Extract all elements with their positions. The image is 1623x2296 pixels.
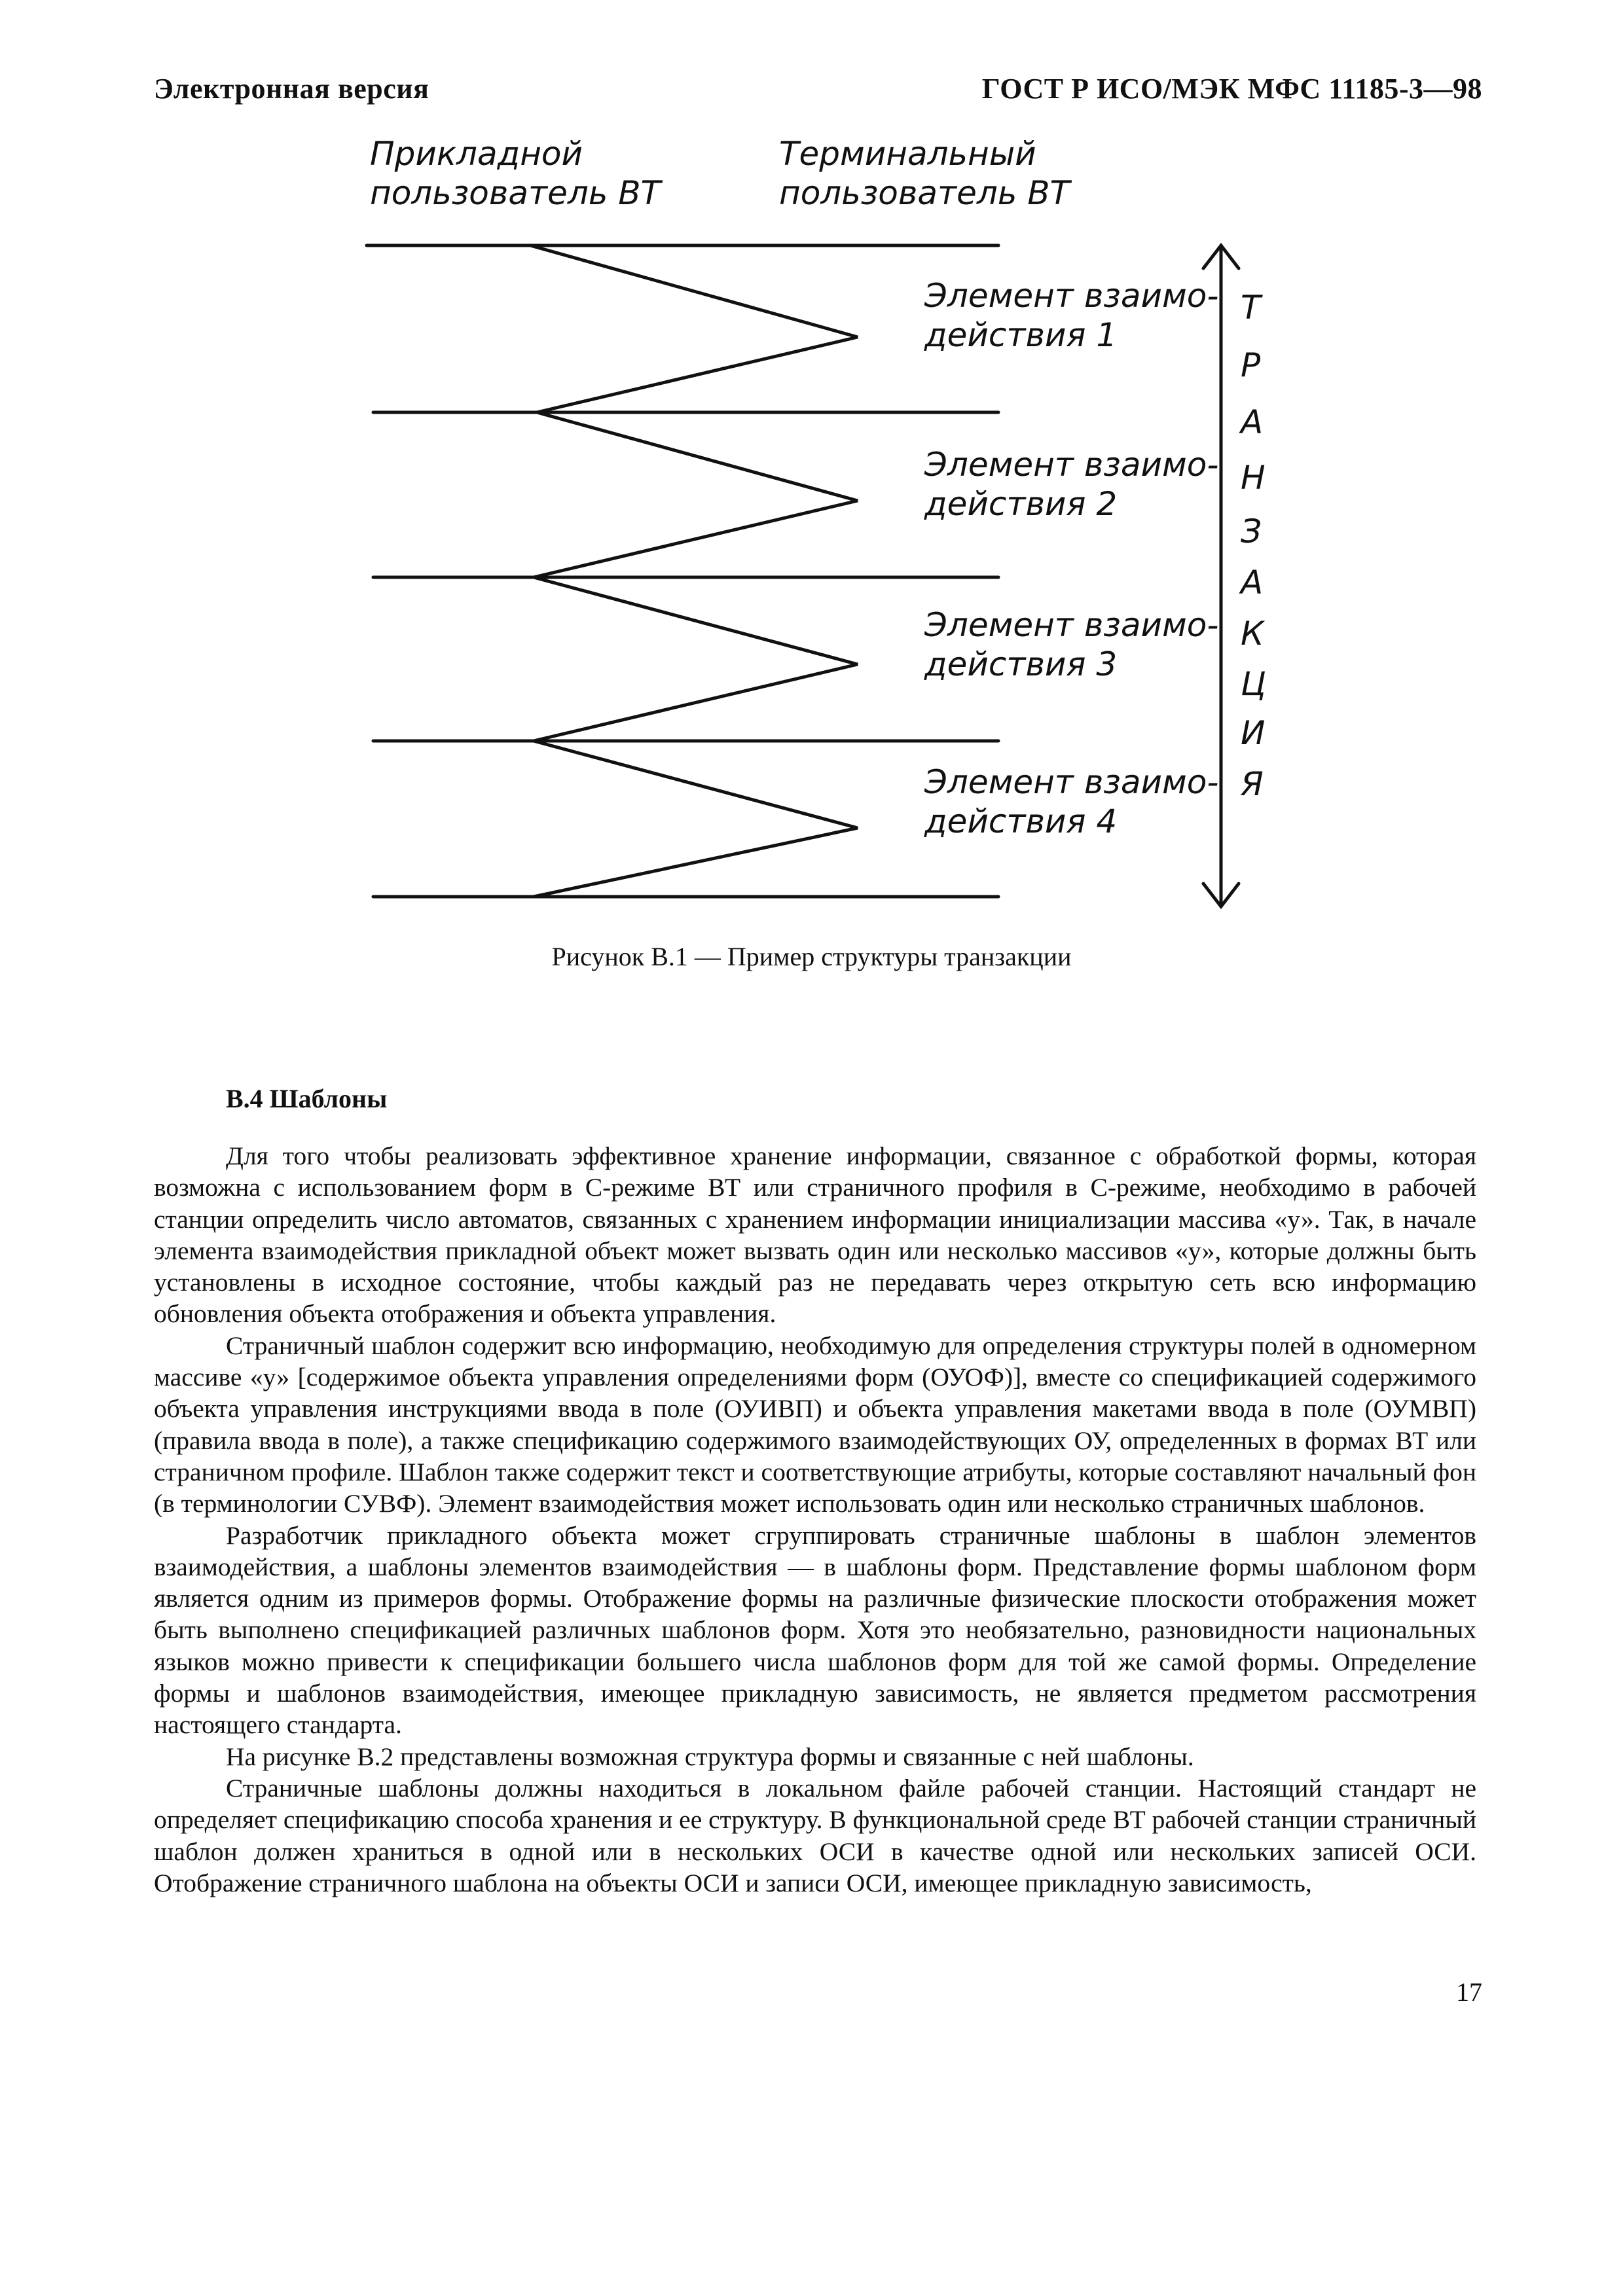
running-header-left: Электронная версия [154, 73, 429, 105]
page-number: 17 [1456, 1977, 1482, 2007]
transaction-letter: А [1241, 564, 1264, 601]
running-header-right: ГОСТ Р ИСО/МЭК МФС 11185-3—98 [981, 73, 1482, 105]
transaction-letter: Н [1241, 459, 1266, 497]
transaction-letter: Т [1241, 289, 1261, 327]
transaction-letter: Р [1241, 346, 1261, 384]
figure-caption: Рисунок В.1 — Пример структуры транзакции [551, 942, 1072, 971]
transaction-letter: Ц [1241, 665, 1266, 703]
element-4-label-line2: действия 4 [924, 802, 1118, 840]
interaction-zigzag [530, 245, 858, 897]
paragraph: Разработчик прикладного объекта может сгруппировать страничные шаблоны в шаблон элементов взаимодействия, а шаблоны элементов взаимодействия — в шаблоны форм. Представление формы шаблоном форм является одним из примеров формы. Отображение формы на различные физические плоскости отображения может быть выполнено спецификацией различных шаблонов форм. Хотя это необязательно, разновидности национальных языков можно привести к спецификации большего числа шаблонов форм для той же самой формы. Определение формы и шаблонов взаимодействия, имеющее прикладную зависимость, не является предметом рассмотрения настоящего стандарта. [154, 1520, 1476, 1740]
term-user-label-line1: Терминальный [779, 135, 1036, 173]
element-1-label-line1: Элемент взаимо- [924, 277, 1219, 315]
transaction-letter: К [1241, 615, 1264, 653]
element-2-label-line2: действия 2 [924, 485, 1118, 523]
paragraph: На рисунке В.2 представлены возможная структура формы и связанные с ней шаблоны. [226, 1742, 1194, 1771]
body-text [154, 1140, 1476, 1899]
element-4-label-line1: Элемент взаимо- [924, 763, 1219, 801]
transaction-letter: А [1241, 403, 1264, 441]
app-user-label-line1: Прикладной [370, 135, 583, 173]
transaction-letter: И [1241, 714, 1266, 752]
app-user-label-line2: пользователь ВТ [370, 174, 661, 212]
element-2-label-line1: Элемент взаимо- [924, 446, 1219, 484]
paragraph: Страничные шаблоны должны находиться в локальном файле рабочей станции. Настоящий стандарт не определяет спецификацию способа хранения и ее структуру. В функциональной среде ВТ рабочей станции страничный шаблон должен храниться в одной или в нескольких ОСИ в качестве одной или нескольких записей ОСИ. Отображение страничного шаблона на объекты ОСИ и записи ОСИ, имеющее прикладную зависимость, [154, 1773, 1476, 1897]
paragraph: Страничный шаблон содержит всю информацию, необходимую для определения структуры полей в одномерном массиве «у» [содержимое объекта управления определениями форм (ОУОФ)], вместе со спецификацией содержимого объекта управления инструкциями ввода в поле (ОУИВП) и объекта управления макетами ввода в поле (ОУМВП) (правила ввода в поле), а также спецификацию содержимого взаимодействующих ОУ, определенных в формах ВТ или страничном профиле. Шаблон также содержит текст и соответствующие атрибуты, которые составляют начальный фон (в терминологии СУВФ). Элемент взаимодействия может использовать один или несколько страничных шаблонов. [154, 1331, 1476, 1518]
element-3-label-line2: действия 3 [924, 645, 1118, 683]
section-title: В.4 Шаблоны [226, 1084, 388, 1113]
element-3-label-line1: Элемент взаимо- [924, 606, 1219, 644]
transaction-letter: З [1241, 512, 1262, 550]
element-1-label-line2: действия 1 [924, 316, 1118, 354]
transaction-letter: Я [1241, 765, 1264, 803]
term-user-label-line2: пользователь ВТ [779, 174, 1070, 212]
paragraph: Для того чтобы реализовать эффективное хранение информации, связанное с обработкой формы, которая возможна с использованием форм в С-режиме ВТ или страничного профиля в С-режиме, необходимо в рабочей станции определить число автоматов, связанных с хранением информации инициализации массива «у». Так, в начале элемента взаимодействия прикладной объект может вызвать один или несколько массивов «у», которые должны быть установлены в исходное состояние, чтобы каждый раз не передавать через открытую сеть всю информацию обновления объекта отображения и объекта управления. [154, 1141, 1476, 1329]
